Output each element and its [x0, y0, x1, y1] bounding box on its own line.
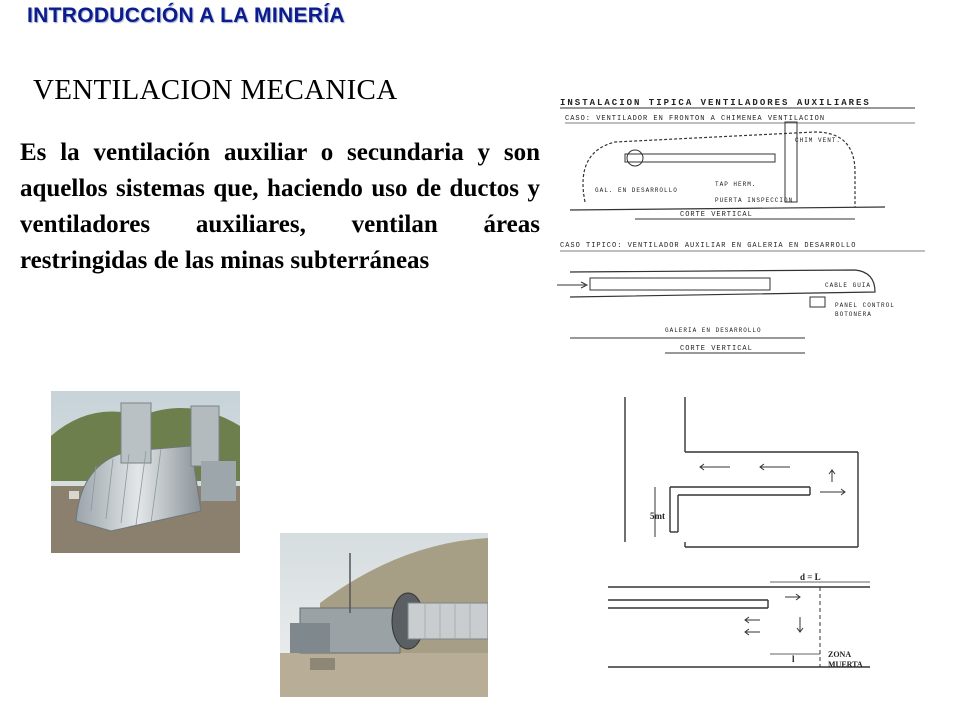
- presentation-header: INTRODUCCIÓN A LA MINERÍA: [27, 4, 345, 27]
- slide-title: VENTILACION MECANICA: [33, 74, 398, 106]
- slide-body-text: Es la ventilación auxiliar o secundaria y son aquellos sistemas que, haciendo uso de ductos y ventiladores auxiliares, ventilan áreas restringidas de las minas subterráneas: [20, 139, 540, 274]
- drawing-case1: CASO: VENTILADOR EN FRONTON A CHIMENEA VENTILACION: [565, 115, 826, 123]
- puerta-label: PUERTA INSPECCION: [715, 197, 794, 204]
- label-5mt: 5mt: [650, 511, 665, 521]
- panel-label: PANEL CONTROL: [835, 302, 895, 309]
- auxiliary-fan-site-photo: [280, 533, 488, 697]
- label-zona: ZONA: [828, 650, 852, 659]
- drawing-heading: INSTALACION TIPICA VENTILADORES AUXILIARES: [560, 98, 871, 108]
- ventilation-installation-drawing: [555, 92, 940, 362]
- corte1-label: CORTE VERTICAL: [680, 211, 753, 219]
- corte2-label: CORTE VERTICAL: [680, 345, 753, 353]
- botonera-label: BOTONERA: [835, 311, 872, 318]
- duct-flow-diagram: [600, 392, 900, 712]
- cable-guia-label: CABLE GUIA: [825, 282, 872, 289]
- label-d-l: d = L: [800, 572, 821, 582]
- label-l: l: [792, 654, 795, 664]
- drawing-case2: CASO TIPICO: VENTILADOR AUXILIAR EN GALERIA EN DESARROLLO: [560, 242, 857, 250]
- chim-vent-label: CHIM VENT.: [795, 137, 842, 144]
- tap-herm-label: TAP HERM.: [715, 181, 757, 188]
- gal-desarrollo-label: GAL. EN DESARROLLO: [595, 187, 678, 194]
- label-muerta: MUERTA: [828, 660, 863, 669]
- galeria-label: GALERIA EN DESARROLLO: [665, 327, 762, 334]
- fan-installation-photo: [51, 391, 240, 553]
